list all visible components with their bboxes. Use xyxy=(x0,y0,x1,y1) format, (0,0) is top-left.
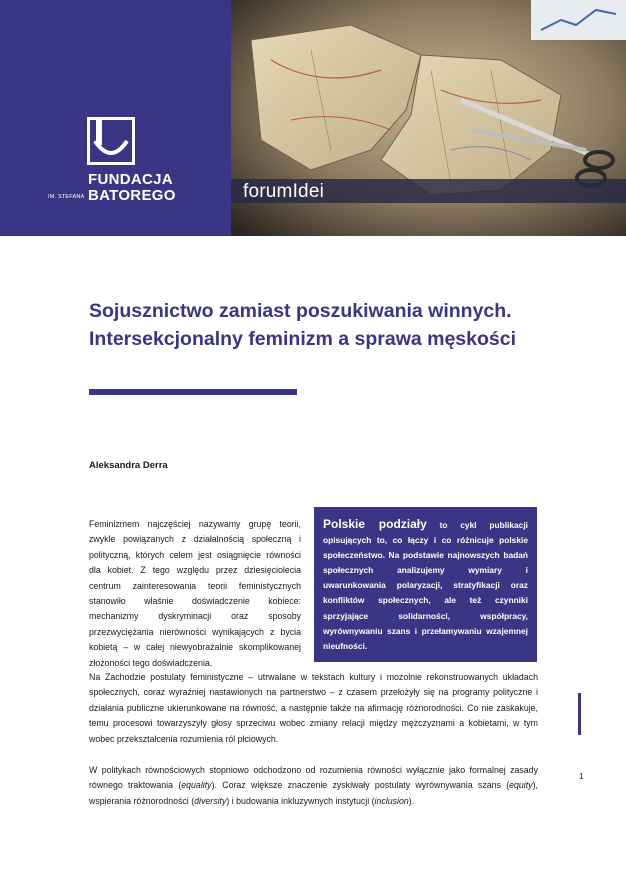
callout-text: to cykl publikacji opisujących to, co łączy i co różnicuje polskie społeczeństwo. Na podstawie najnowszych badań społecznych analizujemy wymiary i uwarunkowania polaryzacji, stratyfikacji oraz konfliktów społecznych, ale też czynniki sprzyjające solidarności, współpracy, wyrównywaniu szans i przełamywaniu wzajemnej nieufności. xyxy=(323,520,528,651)
paragraph-1: Feminizmem najczęściej nazywamy grupę teorii, zwykle powiązanych z działalnością społeczną i polityczną, których celem jest osiągnięcie równości dla kobiet. Z tego względu przez dziesięciolecia centrum zainteresowania teorii feministycznych stanowiło właśnie doświadczenie kobiece: mechanizmy dyskryminacji oraz sposoby przezwyciężania nierówności wynikających z bycia kobietą – w całej niewyobrażalnie skomplikowanej złożoności tego doświadczenia. xyxy=(89,519,301,668)
term-equity: equity xyxy=(509,780,533,791)
p3-text-c: ), wspierania różnorodności ( xyxy=(89,780,538,806)
logo-line1: FUNDACJA xyxy=(88,171,173,188)
term-inclusion: inclusion xyxy=(374,795,409,806)
author-name: Aleksandra Derra xyxy=(89,460,168,471)
term-equality: equality xyxy=(181,780,212,791)
header xyxy=(0,0,626,236)
series-callout xyxy=(314,507,537,662)
article-title: Sojusznictwo zamiast poszukiwania winnych. Intersekcjonalny feminizm a sprawa męskości xyxy=(89,300,517,350)
logo-small: IM. STEFANA xyxy=(48,194,85,200)
logo-line2: BATOREGO xyxy=(88,187,176,204)
foundation-logo-icon xyxy=(87,117,135,165)
p3-text-d: ) i budowania inkluzywnych instytucji ( xyxy=(226,795,375,806)
callout-lead: Polskie podziały xyxy=(323,517,427,531)
p3-text-end: ). xyxy=(408,795,415,806)
title-underline xyxy=(89,389,297,395)
paragraph-2: Na Zachodzie postulaty feministyczne – utrwalane w tekstach kultury i mozolnie rekonstruowanych układach społecznych, coraz wyraźniej nastawionych na partnerstwo – z czasem przełożyły się na programy polityczne i działania publiczne ukierunkowane na równość, a następnie także na afirmację różnorodności. Co nie zaskakuje, temu procesowi towarzyszyły głosy sprzeciwu wobec zmiany relacji między mężczyznami a kobietami, w tym wobec przekształcenia rozumienia ról płciowych. xyxy=(89,672,538,744)
p3-text-b: ). Coraz większe znaczenie zyskiwały postulaty wyrównywania szans ( xyxy=(211,780,510,791)
paragraph-3 xyxy=(89,763,538,809)
page-number: 1 xyxy=(579,772,584,781)
series-label: forumIdei xyxy=(243,181,325,202)
brand-panel xyxy=(0,0,231,236)
term-diversity: diversity xyxy=(194,795,227,806)
p3-text-a: W politykach równościowych stopniowo odchodzono od rozumienia równości wyłącznie jako formalnej zasady równego traktowania ( xyxy=(89,765,538,791)
margin-marker xyxy=(578,693,581,735)
